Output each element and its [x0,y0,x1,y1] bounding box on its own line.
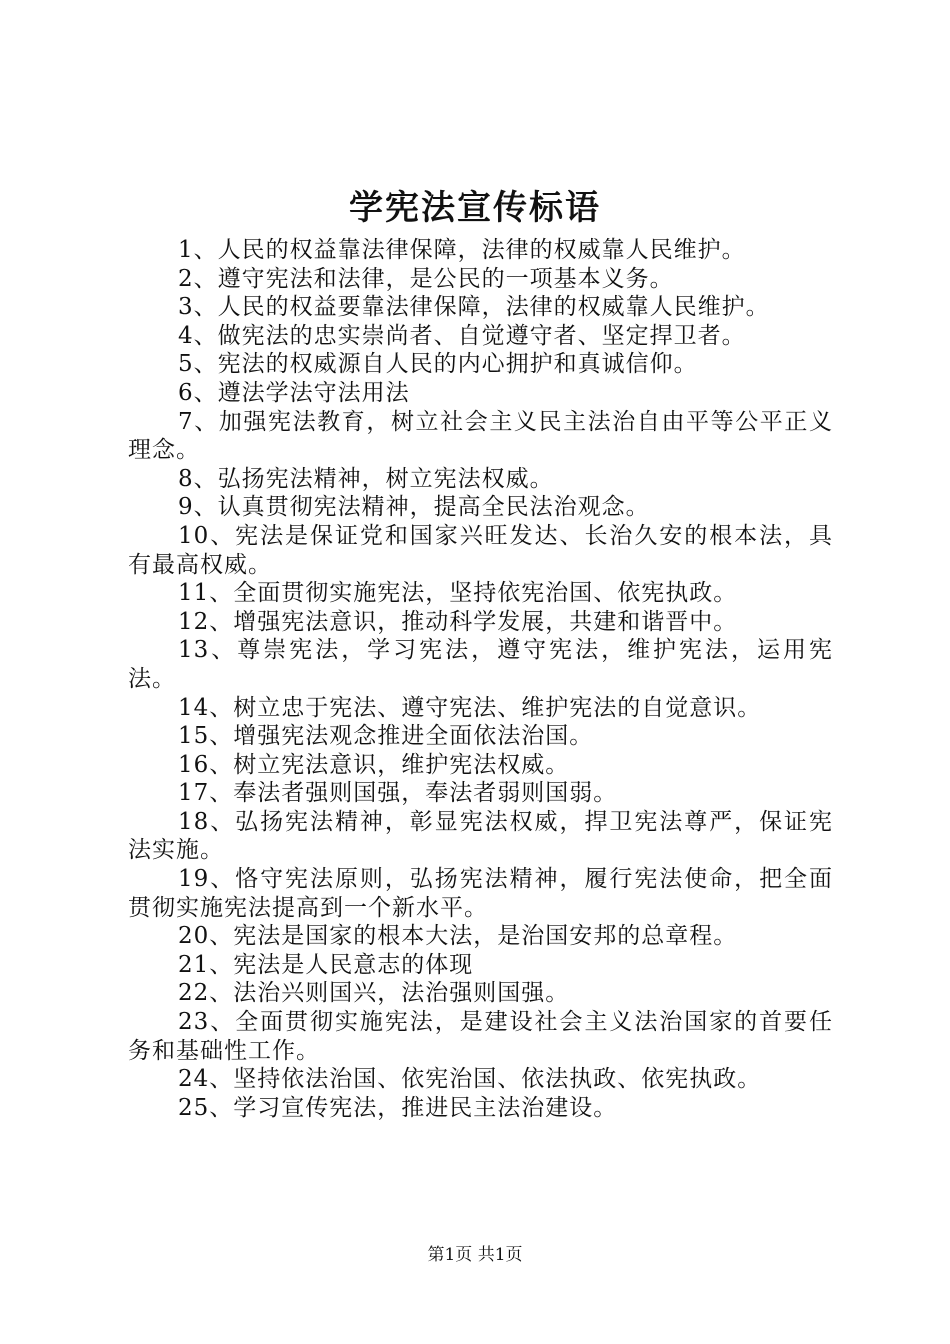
list-item: 7、加强宪法教育，树立社会主义民主法治自由平等公平正义理念。 [128,408,833,464]
list-item: 9、认真贯彻宪法精神，提高全民法治观念。 [178,494,650,521]
list-item: 20、宪法是国家的根本大法，是治国安邦的总章程。 [178,923,738,950]
list-item: 23、全面贯彻实施宪法，是建设社会主义法治国家的首要任务和基础性工作。 [128,1009,833,1064]
list-item: 5、宪法的权威源自人民的内心拥护和真诚信仰。 [178,351,698,378]
list-item: 16、树立宪法意识，维护宪法权威。 [178,751,570,778]
slogan-list [128,236,833,1122]
list-item: 1、人民的权益靠法律保障，法律的权威靠人民维护。 [178,237,746,263]
list-item: 6、遵法学法守法用法 [178,379,410,406]
list-item: 8、弘扬宪法精神，树立宪法权威。 [178,465,554,492]
list-item: 4、做宪法的忠实崇尚者、自觉遵守者、坚定捍卫者。 [178,322,746,349]
list-item: 25、学习宣传宪法，推进民主法治建设。 [178,1094,618,1121]
page-footer: 第1页 共1页 [427,1245,523,1265]
list-item: 10、宪法是保证党和国家兴旺发达、长治久安的根本法，具有最高权威。 [128,522,833,578]
list-item: 17、奉法者强则国强，奉法者弱则国弱。 [178,780,618,807]
list-item: 12、增强宪法意识，推动科学发展，共建和谐晋中。 [178,608,738,635]
list-item: 15、增强宪法观念推进全面依法治国。 [178,723,594,750]
page-title: 学宪法宣传标语 [349,188,601,228]
list-item: 13、尊崇宪法，学习宪法，遵守宪法，维护宪法，运用宪法。 [128,637,833,692]
list-item: 14、树立忠于宪法、遵守宪法、维护宪法的自觉意识。 [178,694,762,721]
list-item: 18、弘扬宪法精神，彰显宪法权威，捍卫宪法尊严，保证宪法实施。 [128,808,833,864]
list-item: 21、宪法是人民意志的体现 [178,951,474,978]
list-item: 22、法治兴则国兴，法治强则国强。 [178,980,570,1007]
list-item: 11、全面贯彻实施宪法，坚持依宪治国、依宪执政。 [178,580,738,607]
list-item: 3、人民的权益要靠法律保障，法律的权威靠人民维护。 [178,294,770,321]
list-item: 19、恪守宪法原则，弘扬宪法精神，履行宪法使命，把全面贯彻实施宪法提高到一个新水平。 [128,866,833,921]
list-item: 24、坚持依法治国、依宪治国、依法执政、依宪执政。 [178,1066,762,1093]
list-item: 2、遵守宪法和法律，是公民的一项基本义务。 [178,265,674,292]
